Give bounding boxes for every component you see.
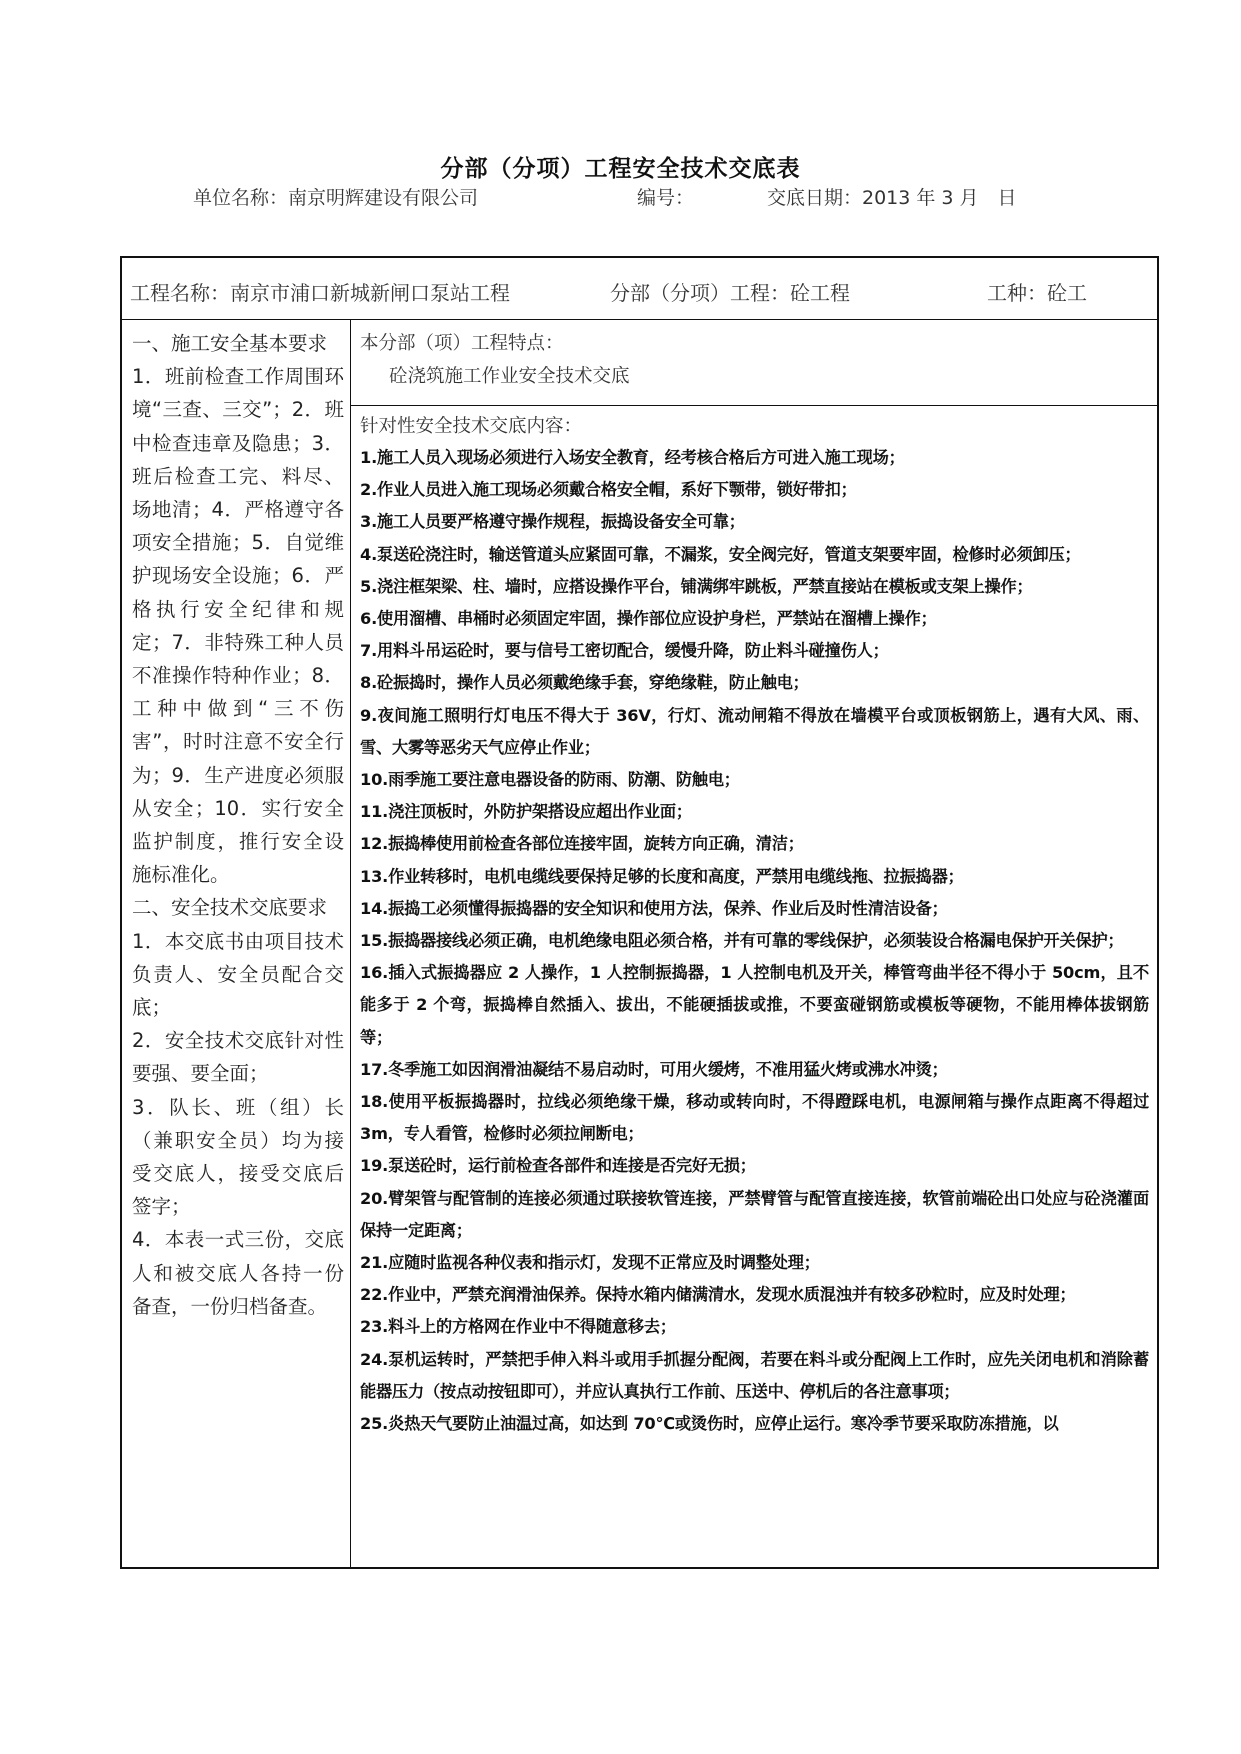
safety-content	[351, 406, 1157, 1440]
features-label: 本分部（项）工程特点：	[360, 333, 564, 354]
project-info-row	[122, 258, 1157, 320]
list-item: 25.炎热天气要防止油温过高，如达到 70℃或烫伤时，应停止运行。寒冷季节要采取防冻措施，以	[360, 1414, 1059, 1434]
basic-requirements-column	[122, 320, 351, 1567]
requirement-item: 3．队长、班（组）长（兼职安全员）均为接受交底人，接受交底后签字；	[132, 1095, 344, 1219]
list-item: 9.夜间施工照明行灯电压不得大于 36V，行灯、流动闸箱不得放在墙模平台或顶板钢筋上，遇有大风、雨、雪、大雾等恶劣天气应停止作业；	[360, 705, 1149, 757]
list-item: 24.泵机运转时，严禁把手伸入料斗或用手抓握分配阀，若要在料斗或分配阀上工作时，应先关闭电机和消除蓄能器压力（按点动按钮即可），并应认真执行工作前、压送中、停机后的各注意事项；	[360, 1349, 1149, 1401]
list-item: 2.作业人员进入施工现场必须戴合格安全帽，系好下颚带，锁好带扣；	[360, 480, 857, 500]
features-text: 砼浇筑施工作业安全技术交底	[389, 366, 630, 387]
briefing-content-column	[351, 320, 1157, 1567]
content-label: 针对性安全技术交底内容：	[360, 416, 583, 437]
list-item: 14.振捣工必须懂得振捣器的安全知识和使用方法，保养、作业后及时性清洁设备；	[360, 898, 948, 918]
project-name: 工程名称：南京市浦口新城新闸口泵站工程	[130, 281, 510, 305]
requirements-paragraph: 1．班前检查工作周围环境“三查、三交”；2．班中检查违章及隐患；3．班后检查工完、料尽、场地清；4．严格遵守各项安全措施；5．自觉维护现场安全设施；6．严格执行安全纪律和规定；7．非特殊工种人员不准操作特种作业；8．工种中做到“三不伤害”，时时注意不安全行为；9．生产进度必须服从安全；10．实行安全监护制度，推行安全设施标准化。	[132, 365, 344, 887]
list-item: 13.作业转移时，电机电缆线要保持足够的长度和高度，严禁用电缆线拖、拉振捣器；	[360, 866, 964, 886]
list-item: 17.冬季施工如因润滑油凝结不易启动时，可用火缓烤，不准用猛火烤或沸水冲烫；	[360, 1059, 948, 1079]
safety-items-list	[360, 442, 1149, 1440]
list-item: 15.振捣器接线必须正确，电机绝缘电阻必须合格，并有可靠的零线保护，必须装设合格漏电保护开关保护；	[360, 931, 1124, 951]
list-item: 18.使用平板振捣器时，拉线必须绝缘干燥，移动或转向时，不得蹬踩电机，电源闸箱与操作点距离不得超过 3m，专人看管，检修时必须拉闸断电；	[360, 1092, 1149, 1144]
list-item: 3.施工人员要严格遵守操作规程，振捣设备安全可靠；	[360, 512, 745, 532]
project-features-box	[351, 320, 1157, 406]
list-item: 1.施工人员入现场必须进行入场安全教育，经考核合格后方可进入施工现场；	[360, 448, 905, 467]
requirement-item: 1．本交底书由项目技术负责人、安全员配合交底；	[132, 929, 344, 1020]
list-item: 5.浇注框架梁、柱、墙时，应搭设操作平台，铺满绑牢跳板，严禁直接站在模板或支架上操作；	[360, 576, 1033, 596]
section-heading: 一、施工安全基本要求	[132, 332, 328, 355]
list-item: 16.插入式振捣器应 2 人操作，1 人控制振捣器，1 人控制电机及开关，棒管弯曲半径不得小于 50cm，且不能多于 2 个弯，振捣棒自然插入、拔出，不能硬插拔或推，不要蛮碰钢筋或模板等硬物，不能用棒体拔钢筋等；	[360, 963, 1149, 1047]
document-number: 编号：	[637, 187, 695, 209]
list-item: 19.泵送砼时，运行前检查各部件和连接是否完好无损；	[360, 1156, 756, 1176]
briefing-date: 交底日期：2013 年 3 月 日	[767, 187, 1017, 209]
list-item: 11.浇注顶板时，外防护架搭设应超出作业面；	[360, 802, 692, 822]
list-item: 6.使用溜槽、串桶时必须固定牢固，操作部位应设护身栏，严禁站在溜槽上操作；	[360, 609, 937, 629]
briefing-table	[120, 256, 1159, 1569]
document-title: 分部（分项）工程安全技术交底表	[440, 156, 801, 182]
requirement-item: 2．安全技术交底针对性要强、要全面；	[132, 1029, 344, 1086]
list-item: 23.料斗上的方格网在作业中不得随意移去；	[360, 1317, 676, 1337]
subproject-name: 分部（分项）工程：砼工程	[610, 281, 850, 305]
list-item: 8.砼振捣时，操作人员必须戴绝缘手套，穿绝缘鞋，防止触电；	[360, 673, 809, 693]
trade-name: 工种：砼工	[987, 281, 1087, 305]
unit-name: 单位名称：南京明辉建设有限公司	[193, 187, 479, 209]
list-item: 4.泵送砼浇注时，输送管道头应紧固可靠，不漏浆，安全阀完好，管道支架要牢固，检修时必须卸压；	[360, 544, 1081, 564]
section-heading: 二、安全技术交底要求	[132, 896, 328, 920]
list-item: 10.雨季施工要注意电器设备的防雨、防潮、防触电；	[360, 770, 740, 790]
list-item: 22.作业中，严禁充润滑油保养。保持水箱内储满清水，发现水质混浊并有较多砂粒时，应及时处理；	[360, 1285, 1076, 1305]
list-item: 7.用料斗吊运砼时，要与信号工密切配合，缓慢升降，防止料斗碰撞伤人；	[360, 641, 889, 661]
list-item: 20.臂架管与配管制的连接必须通过联接软管连接，严禁臂管与配管直接连接，软管前端砼出口处应与砼浇灌面保持一定距离；	[360, 1188, 1149, 1240]
requirement-item: 4．本表一式三份，交底人和被交底人各持一份备查，一份归档备查。	[132, 1228, 344, 1318]
list-item: 21.应随时监视各种仪表和指示灯，发现不正常应及时调整处理；	[360, 1253, 820, 1273]
list-item: 12.振捣棒使用前检查各部位连接牢固，旋转方向正确，清洁；	[360, 834, 804, 854]
